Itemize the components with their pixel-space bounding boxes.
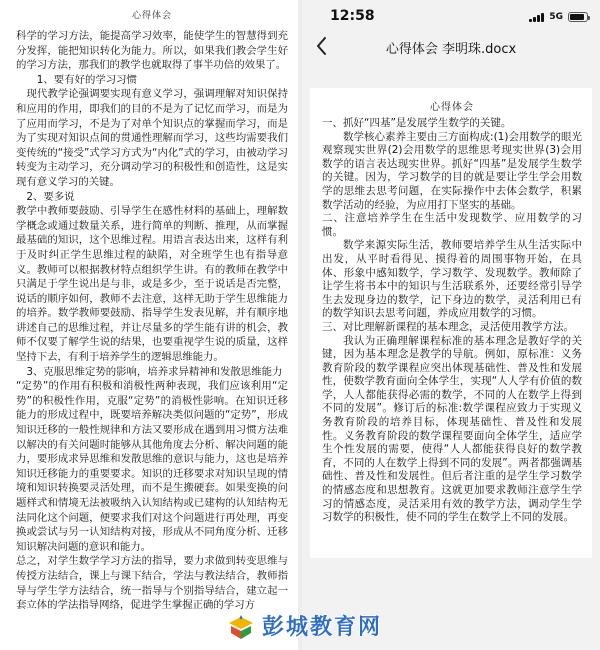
document-filename-title: 心得体会 李明珠.docx [385, 42, 517, 57]
status-time: 12:58 [330, 8, 375, 24]
document-title: 心得体会 [430, 102, 474, 113]
left-document-body [16, 29, 288, 613]
left-paragraph: 科学的学习方法，能提高学习效率，能使学生的智慧得到充分发挥，能把知识转化为能力。所以，如果我们教会学生好的学习方法，那我们的教学也就取得了事半功倍的效果了。 [16, 30, 288, 72]
signal-icon [529, 12, 544, 22]
network-label: 5G [549, 12, 563, 22]
left-paragraph: 2、要多说 [26, 190, 75, 203]
phone-document-viewer [302, 0, 600, 650]
right-paragraph: 数学来源实际生活，教师要培养学生从生活实际中出发，从平时看得见、摸得着的周围事物开始，在具体、形象中感知数学，学习数学、发现数学。教师除了让学生将书本中的知识与生活联系外，还要经常引导学生去发现身边的数学，记下身边的数学，灵活利用已有的数学知识去思考问题，养成应用数学的习惯。 [322, 239, 582, 320]
right-paragraph: 数学核心素养主要由三方面构成:(1)会用数学的眼光观察现实世界(2)会用数学的思维思考现实世界(3)会用数学的语言表达现实世界。抓好“四基”是发展学生数学的关键。因为，学习数学的目的就是要让学生学会用数学的思维去思考问题，在实际操作中去体会数学，积累数学活动的经验，为应用打下坚实的基础。 [322, 130, 582, 211]
right-paragraph: 一、抓好“四基”是发展学生数学的关键。 [322, 117, 512, 129]
left-paragraph: 3、克服思维定势的影响，培养求异精神和发散思维能力 [26, 365, 283, 378]
right-paragraph: 我认为正确理解课程标准的基本理念是教好学的关键，因为基本理念是教学的导航。例如，原标准：义务教育阶段的数学课程应突出体现基础性、普及性和发展性，使数学教育面向全体学生，实现“人人学有价值的数学，人人都能获得必需的数学，不同的人在数学上得到不同的发展”。修订后的标准:数学课程应致力于实现义务教育阶段的培养目标，体现基础性、普及性和发展性。义务教育阶段的数学课程要面向全体学生，适应学生个性发展的需要，使得“人人都能获得良好的数学教育，不同的人在数学上得到不同的发展”。两者都强调基础性、普及性和发展性。但后者注重的是学生学习数学的情感态度和思想教育。这就更加要求教师注意学生学习的情感态度，灵活采用有效的教学方法，调动学生学习数学的积极性，使不同的学生在数学上不同的发展。 [322, 334, 582, 524]
right-paragraph: 三、对比理解新课程的基本理念，灵活使用教学方法。 [322, 320, 574, 333]
scanned-document-page [0, 0, 298, 650]
left-paragraph: 总之，对学生数学学习方法的指导，要力求做到转变思维与传授方法结合，课上与课下结合，学法与教法结合，教师指导与学生学方法结合，统一指导与个别指导结合，建立起一套立体的学法指导网络，促进学生掌握正确的学习方 [16, 555, 288, 612]
left-paragraph: 1、要有好的学习习惯 [36, 73, 137, 86]
status-bar [302, 0, 600, 32]
site-watermark [226, 610, 382, 641]
left-paragraph: 教学中教师要鼓励、引导学生在感性材料的基础上，理解数学概念或通过数量关系，进行简单的判断、推理，从而掌握最基础的知识，这个思维过程。用语言表达出来，这样有利于及时纠正学生思维过程的缺陷，对全班学生也有指导意义。教师可以根据教材特点组织学生讲。有的教师在教学中只满足于学生说出是与非，或是多少，至于说话是否完整，说话的顺序如何，教师不去注意，这样无助于学生思维能力的培养。数学教师要鼓励、指导学生发表见解，并有顺序地讲述自己的思维过程，并让尽量多的学生能有讲的机会，教师不仅要了解学生说的结果，也要重视学生说的质量，这样坚持下去，有利于培养学生的逻辑思维能力。 [16, 205, 288, 364]
document-page [310, 88, 592, 558]
right-document-body [322, 117, 582, 525]
left-paragraph: “定势”的作用有积极和消极性两种表现，我们应该利用“定势”的积极性作用，克服“定势”的消极性影响。在知识迁移能力的形成过程中，既要培养解决类似问题的“定势”，形成知识迁移的一般性规律和方法又要形成在遇到用习惯方法难以解决的有关问题时能够从其他角度去分析、解决问题的能力，要形成求异思维和发散思维的意识与能力，这也是培养知识迁移能力的重要要求。知识的迁移要求对知识呈现的情境和知识转换要灵活处理，而不是生搬硬套。如果变换的问题样式和情境无法被吸纳入认知结构或已建构的认知结构无法同化这个问题，便要求我们对这个问题进行再处理，再变换或尝试与另一认知结构对接，形成从不同角度分析、迁移知识解决问题的意识和能力。 [16, 380, 288, 553]
book-logo-icon [226, 611, 256, 641]
watermark-text: 彭城教育网 [262, 615, 383, 640]
right-paragraph: 二、注意培养学生在生活中发现数学、应用数学的习惯。 [322, 212, 582, 238]
left-paragraph: 现代教学论强调要实现有意义学习，强调理解对知识保持和应用的作用，即我们的目的不是为了记忆而学习，而是为了应用而学习，不是为了对单个知识点的掌握而学习，而是为了实现对知识点间的贯通性理解而学习，这些均需要我们变传统的“接受”式学习方式为“内化”式的学习，由被动学习转变为主动学习，充分调动学习的积极性和创造性，这是实现有意义学习的关键。 [16, 88, 288, 188]
document-header: 心得体会 [131, 11, 172, 21]
navigation-bar [302, 32, 600, 62]
status-icons [529, 12, 588, 22]
battery-icon [568, 12, 588, 22]
